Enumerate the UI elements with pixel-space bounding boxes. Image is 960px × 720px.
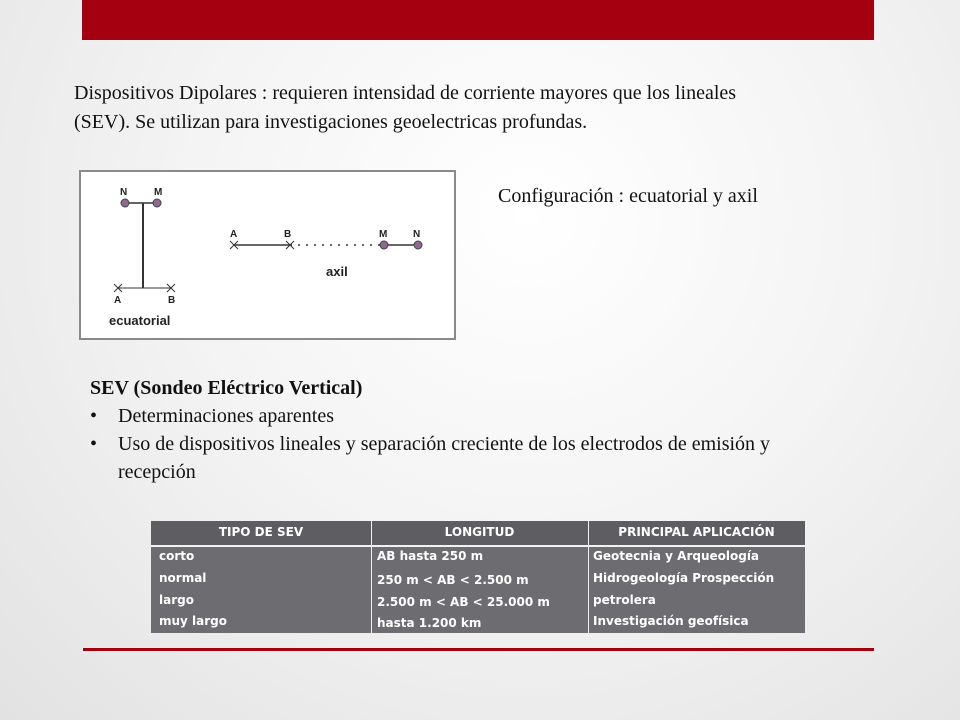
top-accent-band <box>82 0 874 40</box>
bullet-marker: • <box>90 405 98 427</box>
table-cell: Investigación geofísica <box>593 614 749 628</box>
label-n-ecuatorial: N <box>120 187 128 198</box>
sev-types-table <box>151 521 805 633</box>
sev-section <box>90 374 850 486</box>
table-cell: Geotecnia y Arqueología <box>593 549 760 563</box>
table-header-tipo: TIPO DE SEV <box>218 525 304 539</box>
table-cell: AB hasta 250 m <box>377 549 484 563</box>
table-cell: hasta 1.200 km <box>377 616 482 630</box>
label-n-axil: N <box>413 229 421 240</box>
intro-paragraph <box>74 79 884 137</box>
table-divider <box>588 521 589 633</box>
label-m-ecuatorial: M <box>154 187 163 198</box>
table-cell: largo <box>159 593 194 607</box>
dipole-diagram-svg <box>79 170 456 340</box>
configuration-caption: Configuración : ecuatorial y axil <box>498 185 758 207</box>
list-item <box>90 430 850 486</box>
table-header-aplicacion: PRINCIPAL APLICACIÓN <box>618 525 775 539</box>
table-cell: muy largo <box>159 614 228 628</box>
table-cell: petrolera <box>593 593 656 607</box>
label-axil: axil <box>326 264 348 279</box>
label-b-axil: B <box>284 229 292 240</box>
sev-title: SEV (Sondeo Eléctrico Vertical) <box>90 377 363 399</box>
table-cell: 250 m < AB < 2.500 m <box>377 573 529 587</box>
label-ecuatorial: ecuatorial <box>109 313 171 328</box>
sev-bullet-list <box>90 402 850 486</box>
table-header-longitud: LONGITUD <box>444 525 515 539</box>
table-cell: corto <box>159 549 195 563</box>
table-divider <box>371 521 372 633</box>
electrode-n-ecuatorial <box>121 199 129 207</box>
table-cell: 2.500 m < AB < 25.000 m <box>377 595 550 609</box>
label-m-axil: M <box>379 229 388 240</box>
bullet-marker: • <box>90 433 98 455</box>
intro-line-1: Dispositivos Dipolares : requieren intensidad de corriente mayores que los lineales <box>74 82 737 104</box>
table-cell: Hidrogeología Prospección <box>593 571 775 585</box>
intro-line-2: (SEV). Se utilizan para investigaciones geoelectricas profundas. <box>74 111 588 133</box>
label-b-ecuatorial: B <box>168 295 176 306</box>
list-item <box>90 402 850 430</box>
label-a-axil: A <box>230 229 238 240</box>
table-cell: normal <box>159 571 207 585</box>
bottom-accent-line <box>83 648 874 651</box>
bullet-text: Uso de dispositivos lineales y separación creciente de los electrodos de emisión y recepción <box>118 433 771 483</box>
bullet-text: Determinaciones aparentes <box>118 405 335 427</box>
electrode-m-axil <box>380 241 388 249</box>
electrode-n-axil <box>414 241 422 249</box>
electrode-m-ecuatorial <box>153 199 161 207</box>
label-a-ecuatorial: A <box>114 295 122 306</box>
dipole-diagram <box>79 170 456 340</box>
